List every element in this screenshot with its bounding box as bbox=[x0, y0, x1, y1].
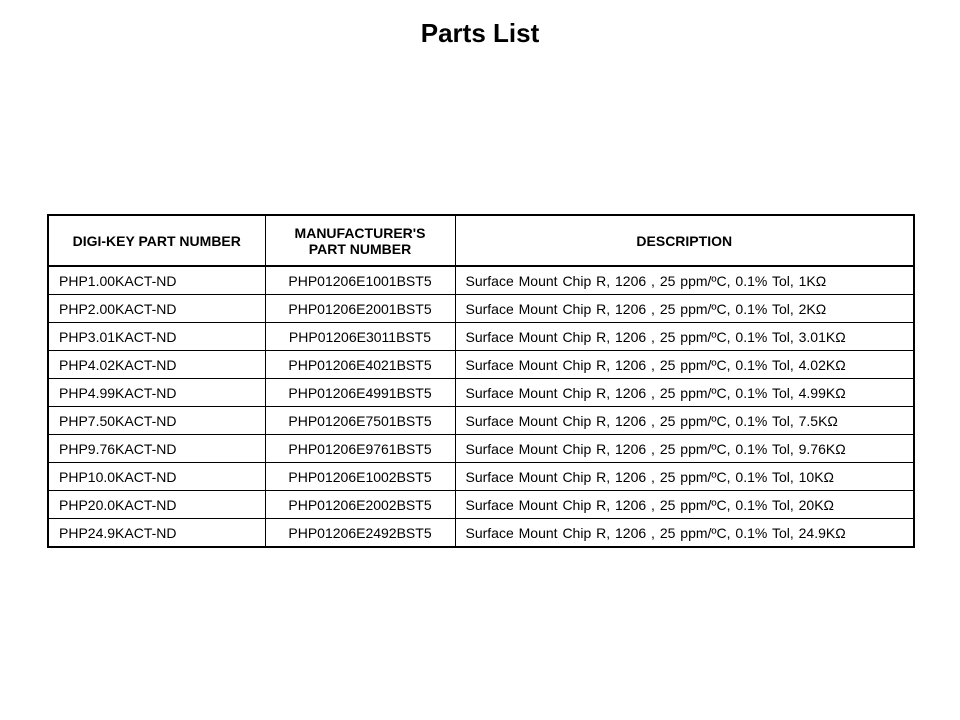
digikey-part-cell: PHP4.02KACT-ND bbox=[48, 351, 265, 379]
digikey-part-cell: PHP9.76KACT-ND bbox=[48, 435, 265, 463]
description-cell: Surface Mount Chip R, 1206 , 25 ppm/ºC, 0.1% Tol, 3.01KΩ bbox=[455, 323, 914, 351]
description-cell: Surface Mount Chip R, 1206 , 25 ppm/ºC, 0.1% Tol, 4.99KΩ bbox=[455, 379, 914, 407]
manufacturer-part-cell: PHP01206E4991BST5 bbox=[265, 379, 455, 407]
description-cell: Surface Mount Chip R, 1206 , 25 ppm/ºC, 0.1% Tol, 10KΩ bbox=[455, 463, 914, 491]
digikey-part-cell: PHP2.00KACT-ND bbox=[48, 295, 265, 323]
manufacturer-part-cell: PHP01206E7501BST5 bbox=[265, 407, 455, 435]
table-header-row bbox=[48, 215, 914, 266]
table-row bbox=[48, 407, 914, 435]
description-cell: Surface Mount Chip R, 1206 , 25 ppm/ºC, 0.1% Tol, 24.9KΩ bbox=[455, 519, 914, 548]
digikey-part-cell: PHP3.01KACT-ND bbox=[48, 323, 265, 351]
table-row bbox=[48, 519, 914, 548]
table-row bbox=[48, 295, 914, 323]
description-cell: Surface Mount Chip R, 1206 , 25 ppm/ºC, 0.1% Tol, 7.5KΩ bbox=[455, 407, 914, 435]
digikey-part-cell: PHP4.99KACT-ND bbox=[48, 379, 265, 407]
description-cell: Surface Mount Chip R, 1206 , 25 ppm/ºC, 0.1% Tol, 20KΩ bbox=[455, 491, 914, 519]
manufacturer-part-cell: PHP01206E9761BST5 bbox=[265, 435, 455, 463]
description-cell: Surface Mount Chip R, 1206 , 25 ppm/ºC, 0.1% Tol, 4.02KΩ bbox=[455, 351, 914, 379]
digikey-part-cell: PHP10.0KACT-ND bbox=[48, 463, 265, 491]
table-row bbox=[48, 351, 914, 379]
digikey-part-cell: PHP20.0KACT-ND bbox=[48, 491, 265, 519]
digikey-part-cell: PHP24.9KACT-ND bbox=[48, 519, 265, 548]
description-cell: Surface Mount Chip R, 1206 , 25 ppm/ºC, 0.1% Tol, 1KΩ bbox=[455, 266, 914, 295]
table-row bbox=[48, 463, 914, 491]
manufacturer-part-cell: PHP01206E2492BST5 bbox=[265, 519, 455, 548]
parts-table bbox=[47, 214, 915, 548]
description-cell: Surface Mount Chip R, 1206 , 25 ppm/ºC, 0.1% Tol, 2KΩ bbox=[455, 295, 914, 323]
manufacturer-part-cell: PHP01206E2001BST5 bbox=[265, 295, 455, 323]
header-digikey-part-number: DIGI-KEY PART NUMBER bbox=[48, 215, 265, 266]
table-row bbox=[48, 435, 914, 463]
description-cell: Surface Mount Chip R, 1206 , 25 ppm/ºC, 0.1% Tol, 9.76KΩ bbox=[455, 435, 914, 463]
table-row bbox=[48, 379, 914, 407]
manufacturer-part-cell: PHP01206E3011BST5 bbox=[265, 323, 455, 351]
manufacturer-part-cell: PHP01206E1001BST5 bbox=[265, 266, 455, 295]
digikey-part-cell: PHP7.50KACT-ND bbox=[48, 407, 265, 435]
page-title: Parts List bbox=[420, 18, 540, 48]
manufacturer-part-cell: PHP01206E2002BST5 bbox=[265, 491, 455, 519]
manufacturer-part-cell: PHP01206E4021BST5 bbox=[265, 351, 455, 379]
manufacturer-part-cell: PHP01206E1002BST5 bbox=[265, 463, 455, 491]
table-row bbox=[48, 491, 914, 519]
header-manufacturer-part-number: MANUFACTURER'S PART NUMBER bbox=[265, 215, 455, 266]
header-description: DESCRIPTION bbox=[455, 215, 914, 266]
digikey-part-cell: PHP1.00KACT-ND bbox=[48, 266, 265, 295]
table-row bbox=[48, 266, 914, 295]
table-row bbox=[48, 323, 914, 351]
